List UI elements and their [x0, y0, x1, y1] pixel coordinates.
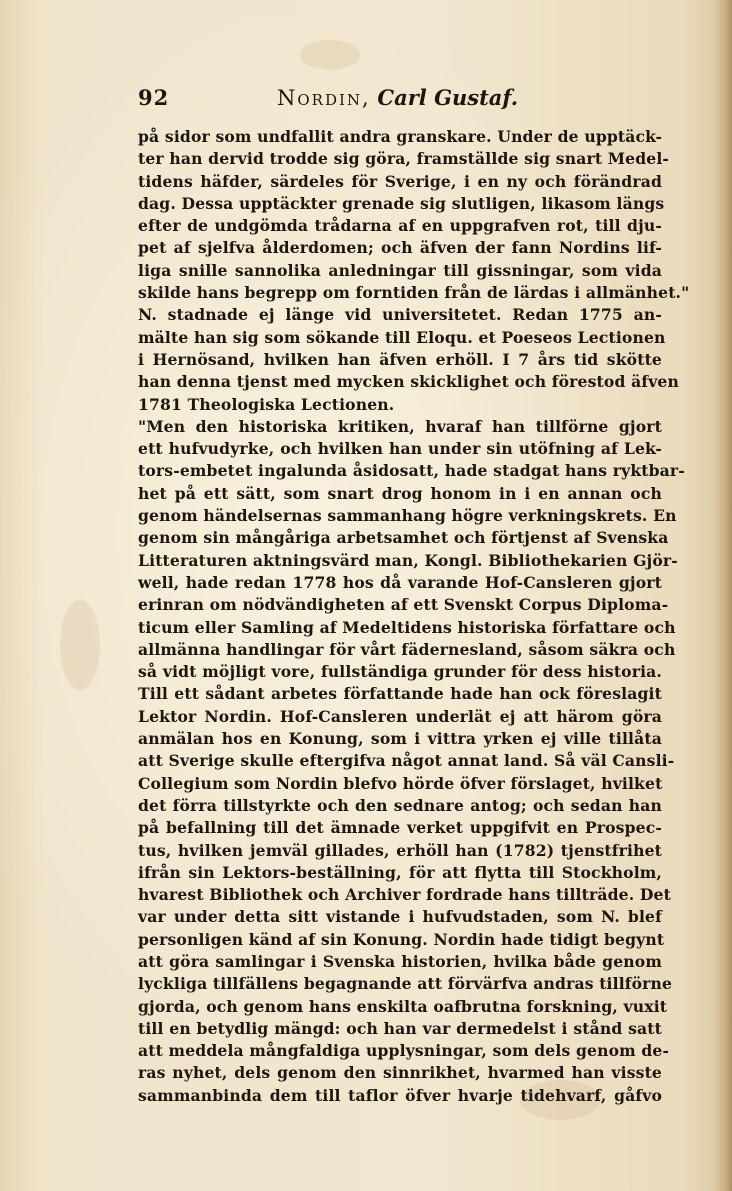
text-line: tidens häfder, särdeles för Sverige, i en ny och förändrad [138, 171, 662, 191]
text-line: ifrån sin Lektors-beställning, för att flytta till Stockholm, [138, 862, 662, 882]
text-line: det förra tillstyrkte och den sednare antog; och sedan han [138, 795, 662, 815]
text-line: personligen känd af sin Konung. Nordin hade tidigt begynt [138, 929, 665, 949]
text-line: till en betydlig mängd: och han var dermedelst i stånd satt [138, 1018, 662, 1038]
text-line: han denna tjenst med mycken skicklighet och förestod äfven [138, 372, 679, 392]
text-line: het på ett sätt, som snart drog honom in i en annan och [138, 483, 662, 503]
page-number: 92 [138, 85, 170, 110]
text-line: så vidt möjligt vore, fullständiga grunder för dess historia. [138, 662, 662, 682]
text-line: ett hufvudyrke, och hvilken han under sin utöfning af Lek- [138, 439, 662, 459]
text-line: Till ett sådant arbetes författande hade han ock föreslagit [138, 684, 662, 704]
text-line: Litteraturen aktningsvärd man, Kongl. Bibliothekarien Gjör- [138, 550, 678, 570]
text-line: på befallning till det ämnade verket uppgifvit en Prospec- [138, 818, 662, 838]
text-line: 1781 Theologiska Lectionen. [138, 394, 395, 414]
text-line: anmälan hos en Konung, som i vittra yrken ej ville tillåta [138, 729, 662, 749]
text-line: allmänna handlingar för vårt fädernesland, såsom säkra och [138, 639, 676, 659]
running-head [138, 85, 662, 113]
text-line: genom händelsernas sammanhang högre verkningskrets. En [138, 506, 677, 526]
text-line: Lektor Nordin. Hof-Cansleren underlät ej att härom göra [138, 706, 662, 726]
text-line: ter han dervid trodde sig göra, framställde sig snart Medel- [138, 149, 670, 169]
running-title [277, 85, 518, 110]
text-line: på sidor som undfallit andra granskare. Under de upptäck- [138, 127, 663, 146]
running-title-subject: Carl Gustaf. [377, 85, 519, 110]
text-line: skilde hans begrepp om forntiden från de lärdas i allmänhet." [138, 283, 690, 303]
text-line: var under detta sitt vistande i hufvudstaden, som N. blef [138, 907, 662, 927]
text-line: sammanbinda dem till taflor öfver hvarje tidehvarf, gåfvo [138, 1085, 662, 1105]
text-line: gjorda, och genom hans enskilta oafbrutna forskning, vuxit [138, 996, 668, 1016]
text-line: pet af sjelfva ålderdomen; och äfven der fann Nordins lif- [138, 238, 662, 258]
text-line: tus, hvilken jemväl gillades, erhöll han (1782) tjenstfrihet [138, 840, 662, 860]
text-line: "Men den historiska kritiken, hvaraf han tillförne gjort [138, 416, 662, 436]
text-line: well, hade redan 1778 hos då varande Hof-Cansleren gjort [138, 572, 662, 592]
paper-stain [60, 600, 100, 690]
text-line: mälte han sig som sökande till Eloqu. et Poeseos Lectionen [138, 327, 666, 347]
running-title-name: Nordin, [277, 86, 371, 110]
text-line: Collegium som Nordin blefvo hörde öfver förslaget, hvilket [138, 773, 663, 793]
text-line: genom sin mångåriga arbetsamhet och förtjenst af Svenska [138, 528, 669, 548]
text-line: tors-embetet ingalunda åsidosatt, hade stadgat hans ryktbar- [138, 461, 685, 481]
text-line: ras nyhet, dels genom den sinnrikhet, hvarmed han visste [138, 1063, 662, 1083]
page-edge-shadow [714, 0, 732, 1191]
text-line: att meddela mångfaldiga upplysningar, som dels genom de- [138, 1041, 670, 1061]
text-line: N. stadnade ej länge vid universitetet. Redan 1775 an- [138, 305, 662, 325]
text-line: efter de undgömda trådarna af en uppgrafven rot, till dju- [138, 216, 662, 236]
body-text [138, 126, 690, 1107]
text-line: liga snille sannolika anledningar till gissningar, som vida [138, 260, 662, 280]
text-line: erinran om nödvändigheten af ett Svenskt Corpus Diploma- [138, 595, 669, 615]
text-line: att Sverige skulle eftergifva något annat land. Så väl Cansli- [138, 751, 675, 771]
text-line: dag. Dessa upptäckter grenade sig slutligen, likasom längs [138, 193, 665, 213]
text-line: lyckliga tillfällens begagnande att förvärfva andras tillförne [138, 974, 673, 994]
text-line: att göra samlingar i Svenska historien, hvilka både genom [138, 951, 662, 971]
text-line: hvarest Bibliothek och Archiver fordrade hans tillträde. Det [138, 885, 671, 905]
text-line: ticum eller Samling af Medeltidens historiska författare och [138, 617, 676, 637]
paper-stain [300, 40, 360, 70]
text-line: i Hernösand, hvilken han äfven erhöll. I 7 års tid skötte [138, 349, 662, 369]
